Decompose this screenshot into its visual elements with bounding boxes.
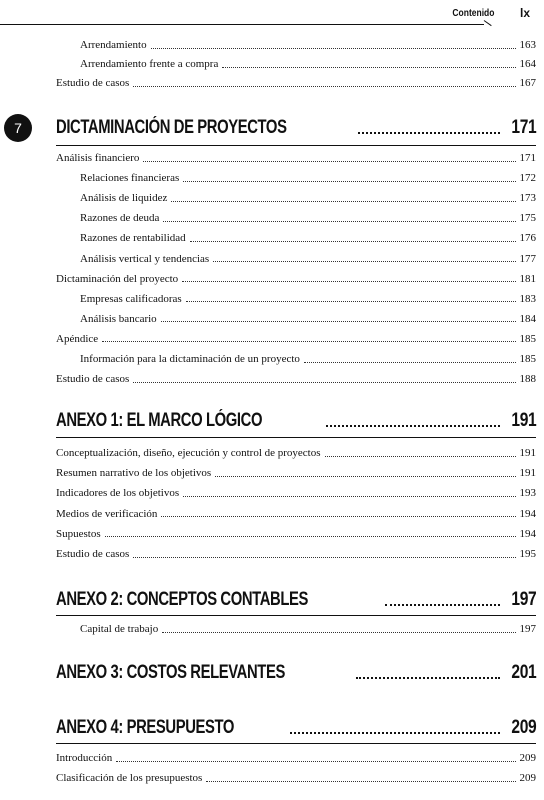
chapter-rule bbox=[56, 743, 536, 744]
toc-entry-label: Capital de trabajo bbox=[80, 623, 159, 635]
toc-entry-label: Clasificación de los presupuestos bbox=[56, 772, 203, 784]
dot-leader bbox=[162, 632, 515, 633]
toc-entry-page: 209 bbox=[519, 772, 536, 784]
toc-entry-page: 191 bbox=[519, 447, 536, 459]
chapter-title: DICTAMINACIÓN DE PROYECTOS bbox=[56, 117, 287, 138]
toc-entry-label: Análisis financiero bbox=[56, 152, 140, 164]
toc-entry[interactable] bbox=[80, 312, 536, 326]
toc-entry-page: 183 bbox=[519, 292, 536, 305]
toc-entry[interactable] bbox=[56, 76, 536, 90]
toc-entry[interactable] bbox=[56, 151, 536, 165]
toc-entry[interactable] bbox=[80, 352, 536, 366]
toc-entry-label: Análisis de liquidez bbox=[80, 192, 168, 205]
toc-entry-page: 184 bbox=[519, 312, 536, 325]
toc-entry-label: Estudio de casos bbox=[56, 373, 130, 386]
chapter-page: 197 bbox=[511, 589, 536, 610]
dot-leader bbox=[358, 132, 500, 134]
toc-entry-page: 193 bbox=[519, 487, 536, 500]
chapter-rule bbox=[56, 145, 536, 146]
toc-entry-label: Apéndice bbox=[56, 332, 99, 345]
chapter-title: ANEXO 4: PRESUPUESTO bbox=[56, 717, 235, 738]
toc-entry-label: Introducción bbox=[56, 752, 113, 764]
chapter-heading[interactable] bbox=[56, 116, 536, 140]
toc-entry[interactable] bbox=[56, 751, 536, 765]
toc-entry-label: Análisis vertical y tendencias bbox=[80, 252, 210, 265]
chapter-page: 171 bbox=[511, 117, 536, 138]
dot-leader bbox=[143, 161, 515, 162]
dot-leader bbox=[290, 732, 500, 734]
toc-entry[interactable] bbox=[56, 446, 536, 460]
toc-entry-page: 209 bbox=[519, 752, 536, 764]
chapter-title: ANEXO 1: EL MARCO LÓGICO bbox=[56, 410, 263, 431]
toc-entry-label: Arrendamiento frente a compra bbox=[80, 58, 219, 70]
toc-entry-label: Indicadores de los objetivos bbox=[56, 487, 180, 500]
toc-entry[interactable] bbox=[80, 211, 536, 225]
chapter-title: ANEXO 2: CONCEPTOS CONTABLES bbox=[56, 589, 309, 610]
toc-entry[interactable] bbox=[80, 57, 536, 71]
chapter-heading[interactable] bbox=[56, 716, 536, 740]
toc-entry-page: 191 bbox=[519, 467, 536, 480]
dot-leader bbox=[182, 281, 515, 282]
toc-entry-label: Resumen narrativo de los objetivos bbox=[56, 467, 212, 480]
dot-leader bbox=[133, 557, 515, 558]
toc-entry[interactable] bbox=[56, 547, 536, 561]
toc-entry-page: 172 bbox=[519, 172, 536, 185]
chapter-rule bbox=[56, 437, 536, 438]
toc-entry-page: 181 bbox=[519, 272, 536, 285]
chapter-number: 7 bbox=[14, 120, 22, 136]
chapter-heading[interactable] bbox=[56, 588, 536, 612]
dot-leader bbox=[385, 604, 500, 606]
header-section-title: Contenido bbox=[451, 8, 494, 19]
toc-entry[interactable] bbox=[56, 272, 536, 286]
toc-entry[interactable] bbox=[56, 771, 536, 785]
dot-leader bbox=[133, 382, 515, 383]
toc-entry[interactable] bbox=[80, 252, 536, 266]
toc-entry-page: 175 bbox=[519, 212, 536, 225]
dot-leader bbox=[186, 301, 516, 302]
toc-entry-page: 185 bbox=[519, 353, 536, 365]
toc-entry[interactable] bbox=[80, 171, 536, 185]
dot-leader bbox=[326, 425, 500, 427]
dot-leader bbox=[102, 341, 515, 342]
toc-entry-label: Supuestos bbox=[56, 527, 101, 540]
toc-entry[interactable] bbox=[56, 507, 536, 521]
header-page-number: lx bbox=[519, 6, 530, 20]
toc-entry-label: Empresas calificadoras bbox=[80, 292, 182, 305]
toc-entry-label: Estudio de casos bbox=[56, 77, 130, 89]
dot-leader bbox=[183, 496, 515, 497]
toc-entry-page: 163 bbox=[519, 39, 536, 51]
toc-entry[interactable] bbox=[56, 466, 536, 480]
dot-leader bbox=[171, 201, 515, 202]
toc-entry[interactable] bbox=[56, 486, 536, 500]
toc-entry[interactable] bbox=[56, 332, 536, 346]
chapter-page: 191 bbox=[511, 410, 536, 431]
toc-entry-label: Información para la dictaminación de un proyecto bbox=[80, 353, 300, 365]
toc-entry-label: Arrendamiento bbox=[80, 39, 147, 51]
toc-entry-label: Razones de deuda bbox=[80, 212, 160, 225]
dot-leader bbox=[116, 761, 515, 762]
dot-leader bbox=[161, 516, 515, 517]
toc-entry-label: Estudio de casos bbox=[56, 548, 130, 560]
toc-entry-page: 197 bbox=[519, 623, 536, 635]
chapter-page: 201 bbox=[511, 662, 536, 683]
dot-leader bbox=[105, 536, 516, 537]
toc-entry-page: 194 bbox=[519, 527, 536, 540]
dot-leader bbox=[325, 456, 516, 457]
toc-entry-page: 171 bbox=[519, 152, 536, 164]
toc-entry-label: Medios de verificación bbox=[56, 507, 158, 520]
toc-entry-page: 188 bbox=[519, 373, 536, 386]
chapter-heading[interactable] bbox=[56, 409, 536, 433]
toc-entry-label: Razones de rentabilidad bbox=[80, 232, 186, 245]
toc-entry-page: 185 bbox=[519, 332, 536, 345]
toc-entry-label: Conceptualización, diseño, ejecución y control de proyectos bbox=[56, 447, 321, 459]
dot-leader bbox=[206, 781, 515, 782]
toc-entry[interactable] bbox=[80, 622, 536, 636]
dot-leader bbox=[304, 362, 516, 363]
toc-entry-page: 173 bbox=[519, 192, 536, 205]
toc-entry-page: 167 bbox=[519, 77, 536, 89]
dot-leader bbox=[151, 48, 516, 49]
dot-leader bbox=[163, 221, 515, 222]
dot-leader bbox=[183, 181, 515, 182]
toc-entry-page: 177 bbox=[519, 252, 536, 265]
chapter-title: ANEXO 3: COSTOS RELEVANTES bbox=[56, 662, 285, 683]
dot-leader bbox=[213, 261, 515, 262]
dot-leader bbox=[190, 241, 516, 242]
toc-entry-label: Relaciones financieras bbox=[80, 172, 180, 185]
chapter-rule bbox=[56, 615, 536, 616]
toc-entry-label: Dictaminación del proyecto bbox=[56, 272, 179, 285]
chapter-heading[interactable] bbox=[56, 661, 536, 685]
dot-leader bbox=[222, 67, 515, 68]
toc-entry-page: 195 bbox=[519, 548, 536, 560]
toc-entry[interactable] bbox=[56, 372, 536, 386]
toc-entry-label: Análisis bancario bbox=[80, 312, 157, 325]
dot-leader bbox=[215, 476, 515, 477]
toc-entry[interactable] bbox=[56, 527, 536, 541]
dot-leader bbox=[356, 677, 500, 679]
toc-entry[interactable] bbox=[80, 231, 536, 245]
toc-entry-page: 176 bbox=[519, 232, 536, 245]
dot-leader bbox=[133, 86, 515, 87]
dot-leader bbox=[161, 321, 516, 322]
chapter-page: 209 bbox=[511, 717, 536, 738]
toc-entry-page: 164 bbox=[519, 58, 536, 70]
toc-entry[interactable] bbox=[80, 38, 536, 52]
toc-entry[interactable] bbox=[80, 191, 536, 205]
toc-entry-page: 194 bbox=[519, 507, 536, 520]
toc-entry[interactable] bbox=[80, 292, 536, 306]
